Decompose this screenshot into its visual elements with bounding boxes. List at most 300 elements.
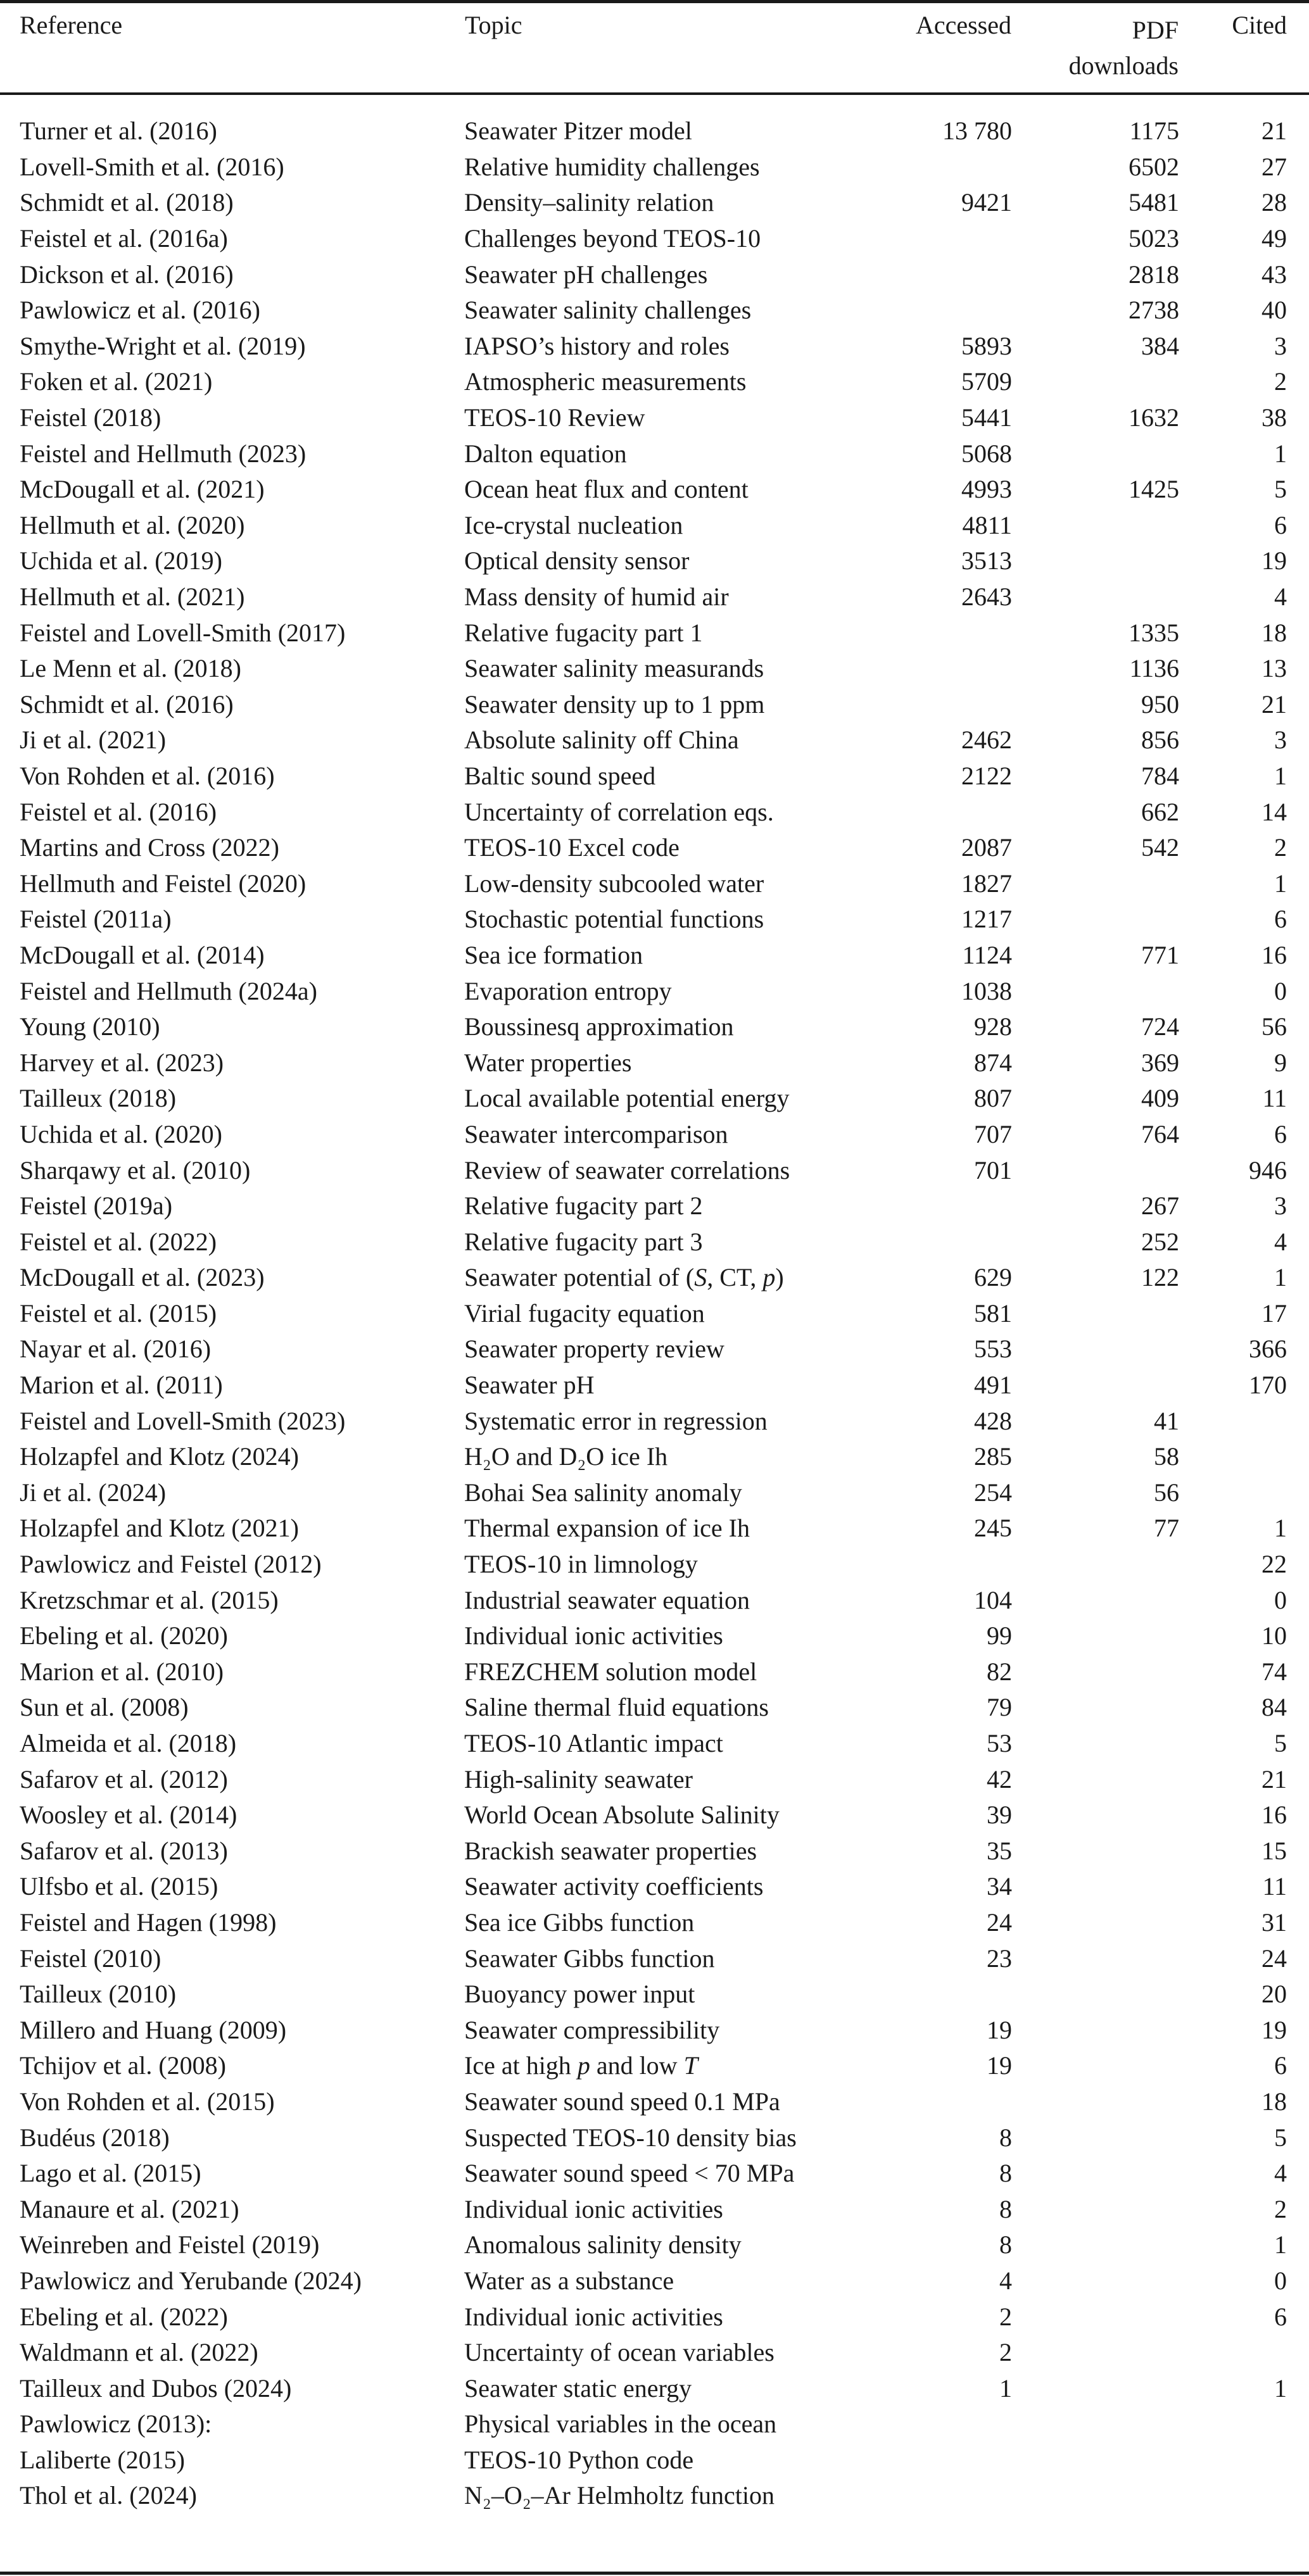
pdf-downloads-cell: 384 <box>1141 331 1179 360</box>
cited-cell: 14 <box>1262 797 1287 826</box>
reference-cell: Turner et al. (2016) <box>20 116 217 146</box>
cited-cell: 18 <box>1262 618 1287 647</box>
pdf-downloads-cell <box>1012 973 1179 1009</box>
table-row <box>0 902 1309 938</box>
topic-cell: Saline thermal fluid equations <box>464 1693 769 1722</box>
pdf-downloads-cell: 409 <box>1141 1084 1179 1113</box>
pdf-downloads-cell <box>1012 1331 1179 1367</box>
pdf-downloads-cell <box>1012 1976 1179 2013</box>
pdf-downloads-cell <box>1012 2478 1179 2514</box>
accessed-cell: 53 <box>987 1729 1012 1758</box>
pdf-downloads-cell: 6502 <box>1129 152 1179 181</box>
table-row <box>0 758 1309 795</box>
reference-cell: Dickson et al. (2016) <box>20 260 234 289</box>
accessed-cell: 707 <box>974 1119 1012 1148</box>
cited-cell: 16 <box>1262 940 1287 969</box>
pdf-downloads-cell <box>1012 2335 1179 2371</box>
cited-cell: 56 <box>1262 1012 1287 1041</box>
cited-cell: 18 <box>1262 2087 1287 2116</box>
reference-cell: Nayar et al. (2016) <box>20 1335 212 1364</box>
reference-cell: Feistel (2019a) <box>20 1191 173 1221</box>
topic-cell: Low-density subcooled water <box>464 869 764 898</box>
table-row <box>0 256 1309 292</box>
cited-cell: 1 <box>1274 439 1287 468</box>
table-row <box>0 938 1309 974</box>
reference-cell: Pawlowicz and Yerubande (2024) <box>20 2266 362 2295</box>
reference-cell: Almeida et al. (2018) <box>20 1729 237 1758</box>
reference-cell: Hellmuth et al. (2020) <box>20 510 245 539</box>
accessed-cell <box>907 2406 1012 2442</box>
table-row <box>0 973 1309 1009</box>
table-row <box>0 1439 1309 1475</box>
reference-cell: Laliberte (2015) <box>20 2445 185 2474</box>
accessed-cell: 99 <box>987 1621 1012 1650</box>
cited-cell: 2 <box>1274 2194 1287 2223</box>
topic-cell: Sea ice Gibbs function <box>464 1907 695 1937</box>
reference-cell: Von Rohden et al. (2016) <box>20 761 275 790</box>
pdf-downloads-cell: 1425 <box>1129 475 1179 504</box>
table-row <box>0 185 1309 221</box>
header-topic: Topic <box>465 11 522 39</box>
table-row <box>0 1152 1309 1188</box>
reference-cell: Uchida et al. (2019) <box>20 546 222 575</box>
accessed-cell <box>907 1224 1012 1260</box>
topic-cell: Seawater sound speed 0.1 MPa <box>464 2087 780 2116</box>
reference-cell: Pawlowicz (2013): <box>20 2410 212 2439</box>
cited-cell: 24 <box>1262 1944 1287 1973</box>
topic-cell: Challenges beyond TEOS-10 <box>464 224 761 253</box>
cited-cell: 1 <box>1274 869 1287 898</box>
table-row <box>0 2191 1309 2227</box>
topic-cell: Individual ionic activities <box>464 1621 723 1650</box>
table-row <box>0 2299 1309 2335</box>
accessed-cell: 2 <box>999 2338 1012 2367</box>
accessed-cell <box>907 687 1012 723</box>
pdf-downloads-cell <box>1012 2406 1179 2442</box>
accessed-cell: 4993 <box>961 475 1012 504</box>
cited-cell: 5 <box>1274 1729 1287 1758</box>
reference-cell: Lovell-Smith et al. (2016) <box>20 152 284 181</box>
pdf-downloads-cell <box>1012 1296 1179 1332</box>
table-row <box>0 1188 1309 1224</box>
accessed-cell: 2462 <box>961 726 1012 755</box>
pdf-downloads-cell <box>1012 1726 1179 1762</box>
table-row <box>0 2478 1309 2514</box>
cited-cell <box>1179 2478 1309 2514</box>
table-row <box>0 687 1309 723</box>
reference-cell: Tailleux (2018) <box>20 1084 177 1113</box>
cited-cell: 6 <box>1274 905 1287 934</box>
cited-cell: 1 <box>1274 1263 1287 1292</box>
accessed-cell <box>907 2084 1012 2120</box>
reference-cell: Budéus (2018) <box>20 2123 170 2152</box>
cited-cell <box>1179 1403 1309 1439</box>
table-row <box>0 149 1309 185</box>
topic-cell: Atmospheric measurements <box>464 367 747 396</box>
reference-cell: Holzapfel and Klotz (2021) <box>20 1514 299 1543</box>
pdf-downloads-cell: 950 <box>1141 689 1179 719</box>
table-row <box>0 2120 1309 2156</box>
accessed-cell: 874 <box>974 1048 1012 1077</box>
table-row <box>0 2370 1309 2406</box>
pdf-downloads-cell <box>1012 364 1179 400</box>
reference-cell: Hellmuth et al. (2021) <box>20 582 245 612</box>
reference-cell: Ulfsbo et al. (2015) <box>20 1872 218 1901</box>
reference-cell: Manaure et al. (2021) <box>20 2194 239 2223</box>
pdf-downloads-cell <box>1012 2442 1179 2479</box>
topic-cell: Ocean heat flux and content <box>464 475 749 504</box>
cited-cell: 0 <box>1274 1585 1287 1614</box>
cited-cell: 1 <box>1274 2373 1287 2403</box>
reference-cell: McDougall et al. (2023) <box>20 1263 265 1292</box>
cited-cell: 28 <box>1262 188 1287 217</box>
reference-cell: Feistel (2018) <box>20 403 161 432</box>
pdf-downloads-cell <box>1012 1797 1179 1833</box>
topic-cell: Absolute salinity off China <box>464 726 739 755</box>
pdf-downloads-cell <box>1012 1547 1179 1583</box>
table-row <box>0 2442 1309 2479</box>
topic-cell: TEOS-10 Python code <box>464 2445 694 2474</box>
topic-cell: Physical variables in the ocean <box>464 2410 777 2439</box>
topic-cell: Optical density sensor <box>464 546 690 575</box>
pdf-downloads-cell <box>1012 1833 1179 1869</box>
pdf-downloads-cell: 1632 <box>1129 403 1179 432</box>
pdf-downloads-cell <box>1012 2084 1179 2120</box>
table-row <box>0 1940 1309 1976</box>
reference-cell: Woosley et al. (2014) <box>20 1800 237 1830</box>
cited-cell <box>1179 2406 1309 2442</box>
cited-cell: 74 <box>1262 1657 1287 1686</box>
table-row <box>0 1081 1309 1117</box>
topic-cell: Evaporation entropy <box>464 976 672 1005</box>
accessed-cell: 9421 <box>961 188 1012 217</box>
pdf-downloads-cell: 41 <box>1154 1406 1179 1435</box>
cited-cell: 5 <box>1274 475 1287 504</box>
cited-cell <box>1179 1439 1309 1475</box>
topic-cell: Sea ice formation <box>464 940 643 969</box>
cited-cell: 43 <box>1262 260 1287 289</box>
cited-cell: 3 <box>1274 726 1287 755</box>
topic-cell: Stochastic potential functions <box>464 905 764 934</box>
accessed-cell: 2643 <box>961 582 1012 612</box>
pdf-downloads-cell: 58 <box>1154 1442 1179 1471</box>
table-row <box>0 615 1309 651</box>
topic-cell: Baltic sound speed <box>464 761 656 790</box>
accessed-cell: 2087 <box>961 833 1012 862</box>
pdf-downloads-cell: 662 <box>1141 797 1179 826</box>
reference-cell: Feistel and Lovell-Smith (2023) <box>20 1406 346 1435</box>
cited-cell: 20 <box>1262 1980 1287 2009</box>
table-row <box>0 651 1309 687</box>
accessed-cell: 39 <box>987 1800 1012 1830</box>
cited-cell: 19 <box>1262 546 1287 575</box>
topic-cell: Seawater sound speed < 70 MPa <box>464 2159 795 2188</box>
pdf-downloads-cell <box>1012 1761 1179 1797</box>
topic-cell: Density–salinity relation <box>464 188 714 217</box>
reference-cell: Hellmuth and Feistel (2020) <box>20 869 307 898</box>
cited-cell: 9 <box>1274 1048 1287 1077</box>
reference-cell: Lago et al. (2015) <box>20 2159 201 2188</box>
table-row <box>0 865 1309 902</box>
topic-cell: TEOS-10 Atlantic impact <box>464 1729 723 1758</box>
accessed-cell: 13 780 <box>942 116 1012 146</box>
topic-cell: Seawater Pitzer model <box>464 116 692 146</box>
topic-cell: H₂O and D₂O ice Ih <box>464 1442 668 1471</box>
reference-cell: Young (2010) <box>20 1012 160 1041</box>
accessed-cell: 23 <box>987 1944 1012 1973</box>
table-row <box>0 1367 1309 1404</box>
topic-cell: Seawater potential of (S, CT, p) <box>464 1263 784 1292</box>
reference-cell: Waldmann et al. (2022) <box>20 2338 258 2367</box>
topic-cell: Thermal expansion of ice Ih <box>464 1514 750 1543</box>
pdf-downloads-cell: 252 <box>1141 1227 1179 1256</box>
accessed-cell: 491 <box>974 1371 1012 1400</box>
accessed-cell: 928 <box>974 1012 1012 1041</box>
pdf-downloads-cell <box>1012 902 1179 938</box>
reference-cell: Kretzschmar et al. (2015) <box>20 1585 279 1614</box>
topic-cell: Virial fugacity equation <box>464 1298 705 1328</box>
accessed-cell: 24 <box>987 1907 1012 1937</box>
cited-cell <box>1179 2442 1309 2479</box>
reference-cell: Feistel and Hagen (1998) <box>20 1907 277 1937</box>
cited-cell: 31 <box>1262 1907 1287 1937</box>
accessed-cell: 79 <box>987 1693 1012 1722</box>
pdf-downloads-cell <box>1012 1582 1179 1618</box>
topic-cell: Anomalous salinity density <box>464 2230 742 2259</box>
cited-cell <box>1179 2335 1309 2371</box>
accessed-cell: 807 <box>974 1084 1012 1113</box>
topic-cell: Seawater intercomparison <box>464 1119 728 1148</box>
accessed-cell <box>907 1188 1012 1224</box>
table-row <box>0 2406 1309 2442</box>
reference-cell: Le Menn et al. (2018) <box>20 654 241 683</box>
table-row <box>0 1547 1309 1583</box>
table-row <box>0 436 1309 472</box>
topic-cell: Individual ionic activities <box>464 2194 723 2223</box>
table-row <box>0 2084 1309 2120</box>
reference-cell: Ebeling et al. (2022) <box>20 2302 228 2331</box>
pdf-downloads-cell: 1136 <box>1129 654 1179 683</box>
topic-cell: Systematic error in regression <box>464 1406 768 1435</box>
table-row <box>0 1726 1309 1762</box>
table-row <box>0 472 1309 508</box>
table-row <box>0 1582 1309 1618</box>
topic-cell: Ice-crystal nucleation <box>464 510 683 539</box>
cited-cell: 17 <box>1262 1298 1287 1328</box>
topic-cell: Relative humidity challenges <box>464 152 760 181</box>
reference-cell: McDougall et al. (2014) <box>20 940 265 969</box>
table-row <box>0 113 1309 149</box>
accessed-cell <box>907 615 1012 651</box>
pdf-downloads-cell <box>1012 2370 1179 2406</box>
accessed-cell: 1124 <box>962 940 1012 969</box>
accessed-cell: 104 <box>974 1585 1012 1614</box>
pdf-downloads-cell: 77 <box>1154 1514 1179 1543</box>
reference-cell: Safarov et al. (2013) <box>20 1836 228 1865</box>
pdf-downloads-cell <box>1012 543 1179 579</box>
reference-cell: Tailleux (2010) <box>20 1980 177 2009</box>
topic-cell: Relative fugacity part 1 <box>464 618 703 647</box>
table-row <box>0 1296 1309 1332</box>
pdf-downloads-cell: 369 <box>1141 1048 1179 1077</box>
table-row <box>0 1869 1309 1905</box>
reference-cell: Holzapfel and Klotz (2024) <box>20 1442 299 1471</box>
cited-cell: 0 <box>1274 976 1287 1005</box>
accessed-cell: 4811 <box>962 510 1012 539</box>
table-row <box>0 1045 1309 1081</box>
header-cited: Cited <box>1232 11 1287 39</box>
pdf-downloads-cell: 1175 <box>1129 116 1179 146</box>
accessed-cell: 8 <box>999 2230 1012 2259</box>
cited-cell: 4 <box>1274 2159 1287 2188</box>
pdf-downloads-cell <box>1012 2191 1179 2227</box>
pdf-downloads-cell: 122 <box>1141 1263 1179 1292</box>
table-row <box>0 292 1309 329</box>
reference-cell: Feistel and Lovell-Smith (2017) <box>20 618 346 647</box>
reference-cell: Ebeling et al. (2020) <box>20 1621 228 1650</box>
table-row <box>0 1797 1309 1833</box>
reference-cell: Millero and Huang (2009) <box>20 2015 287 2044</box>
pdf-downloads-cell <box>1012 2156 1179 2192</box>
table-row <box>0 794 1309 830</box>
reference-cell: Ji et al. (2021) <box>20 726 167 755</box>
accessed-cell: 1827 <box>961 869 1012 898</box>
accessed-cell: 5068 <box>961 439 1012 468</box>
accessed-cell: 428 <box>974 1406 1012 1435</box>
pdf-downloads-cell: 542 <box>1141 833 1179 862</box>
pdf-downloads-cell <box>1012 1905 1179 1941</box>
header-pdf-downloads <box>1012 0 1179 106</box>
table-row <box>0 2048 1309 2084</box>
table-row <box>0 1475 1309 1511</box>
accessed-cell: 3513 <box>961 546 1012 575</box>
table-row <box>0 2012 1309 2048</box>
cited-cell <box>1179 1475 1309 1511</box>
cited-cell: 170 <box>1249 1371 1287 1400</box>
topic-cell: FREZCHEM solution model <box>464 1657 757 1686</box>
cited-cell: 21 <box>1262 116 1287 146</box>
table-row <box>0 221 1309 257</box>
topic-cell: Seawater compressibility <box>464 2015 720 2044</box>
reference-cell: Schmidt et al. (2016) <box>20 689 234 719</box>
pdf-downloads-cell <box>1012 1654 1179 1690</box>
topic-cell: Ice at high p and low T <box>464 2051 698 2080</box>
topic-cell: High-salinity seawater <box>464 1764 693 1794</box>
reference-cell: Marion et al. (2011) <box>20 1371 223 1400</box>
table-row <box>0 2263 1309 2299</box>
pdf-downloads-cell: 2738 <box>1129 296 1179 325</box>
accessed-cell <box>907 2442 1012 2479</box>
table-row <box>0 543 1309 579</box>
topic-cell: Local available potential energy <box>464 1084 790 1113</box>
accessed-cell <box>907 221 1012 257</box>
reference-cell: Safarov et al. (2012) <box>20 1764 228 1794</box>
accessed-cell: 8 <box>999 2194 1012 2223</box>
cited-cell: 15 <box>1262 1836 1287 1865</box>
pdf-downloads-cell: 764 <box>1141 1119 1179 1148</box>
cited-cell: 40 <box>1262 296 1287 325</box>
reference-cell: Feistel et al. (2015) <box>20 1298 217 1328</box>
topic-cell: TEOS-10 in limnology <box>464 1550 698 1579</box>
pdf-downloads-cell <box>1012 865 1179 902</box>
cited-cell: 84 <box>1262 1693 1287 1722</box>
reference-cell: McDougall et al. (2021) <box>20 475 265 504</box>
pdf-downloads-cell <box>1012 2263 1179 2299</box>
accessed-cell <box>907 794 1012 830</box>
accessed-cell: 1 <box>999 2373 1012 2403</box>
accessed-cell: 5441 <box>961 403 1012 432</box>
table-row <box>0 1511 1309 1547</box>
table-row <box>0 1117 1309 1153</box>
table-row <box>0 1976 1309 2013</box>
accessed-cell: 82 <box>987 1657 1012 1686</box>
cited-cell: 1 <box>1274 1514 1287 1543</box>
cited-cell: 6 <box>1274 1119 1287 1148</box>
topic-cell: Relative fugacity part 2 <box>464 1191 703 1221</box>
topic-cell: Water as a substance <box>464 2266 674 2295</box>
topic-cell: Boussinesq approximation <box>464 1012 734 1041</box>
cited-cell: 3 <box>1274 331 1287 360</box>
table-header-row <box>0 0 1309 106</box>
pdf-downloads-cell: 56 <box>1154 1478 1179 1507</box>
reference-cell: Tchijov et al. (2008) <box>20 2051 226 2080</box>
reference-cell: Feistel and Hellmuth (2023) <box>20 439 307 468</box>
topic-cell: Mass density of humid air <box>464 582 729 612</box>
table-row <box>0 1905 1309 1941</box>
topic-cell: World Ocean Absolute Salinity <box>464 1800 780 1830</box>
cited-cell: 6 <box>1274 510 1287 539</box>
topic-cell: Seawater Gibbs function <box>464 1944 715 1973</box>
pdf-downloads-cell <box>1012 2012 1179 2048</box>
reference-cell: Uchida et al. (2020) <box>20 1119 222 1148</box>
topic-cell: Industrial seawater equation <box>464 1585 750 1614</box>
cited-cell: 4 <box>1274 582 1287 612</box>
reference-cell: Von Rohden et al. (2015) <box>20 2087 275 2116</box>
cited-cell: 946 <box>1249 1155 1287 1184</box>
pdf-downloads-cell: 5023 <box>1129 224 1179 253</box>
accessed-cell: 8 <box>999 2159 1012 2188</box>
cited-cell: 11 <box>1262 1084 1287 1113</box>
reference-cell: Feistel and Hellmuth (2024a) <box>20 976 317 1005</box>
cited-cell: 1 <box>1274 2230 1287 2259</box>
cited-cell: 16 <box>1262 1800 1287 1830</box>
pdf-downloads-cell <box>1012 2120 1179 2156</box>
pdf-downloads-cell <box>1012 579 1179 615</box>
pdf-downloads-cell: 784 <box>1141 761 1179 790</box>
cited-cell: 0 <box>1274 2266 1287 2295</box>
header-pdf-line2: downloads <box>1068 51 1179 80</box>
table-row <box>0 1260 1309 1296</box>
cited-cell: 13 <box>1262 654 1287 683</box>
pdf-downloads-cell <box>1012 1940 1179 1976</box>
cited-cell: 3 <box>1274 1191 1287 1221</box>
pdf-downloads-cell: 771 <box>1141 940 1179 969</box>
cited-cell: 19 <box>1262 2015 1287 2044</box>
accessed-cell: 254 <box>974 1478 1012 1507</box>
table-body <box>0 106 1309 2514</box>
cited-cell: 6 <box>1274 2302 1287 2331</box>
cited-cell: 5 <box>1274 2123 1287 2152</box>
reference-cell: Feistel et al. (2016) <box>20 797 217 826</box>
pdf-downloads-cell: 856 <box>1141 726 1179 755</box>
pdf-downloads-cell <box>1012 2299 1179 2335</box>
accessed-cell: 1217 <box>961 905 1012 934</box>
reference-cell: Schmidt et al. (2018) <box>20 188 234 217</box>
pdf-downloads-cell: 2818 <box>1129 260 1179 289</box>
topic-cell: TEOS-10 Excel code <box>464 833 680 862</box>
topic-cell: Uncertainty of correlation eqs. <box>464 797 774 826</box>
accessed-cell: 34 <box>987 1872 1012 1901</box>
